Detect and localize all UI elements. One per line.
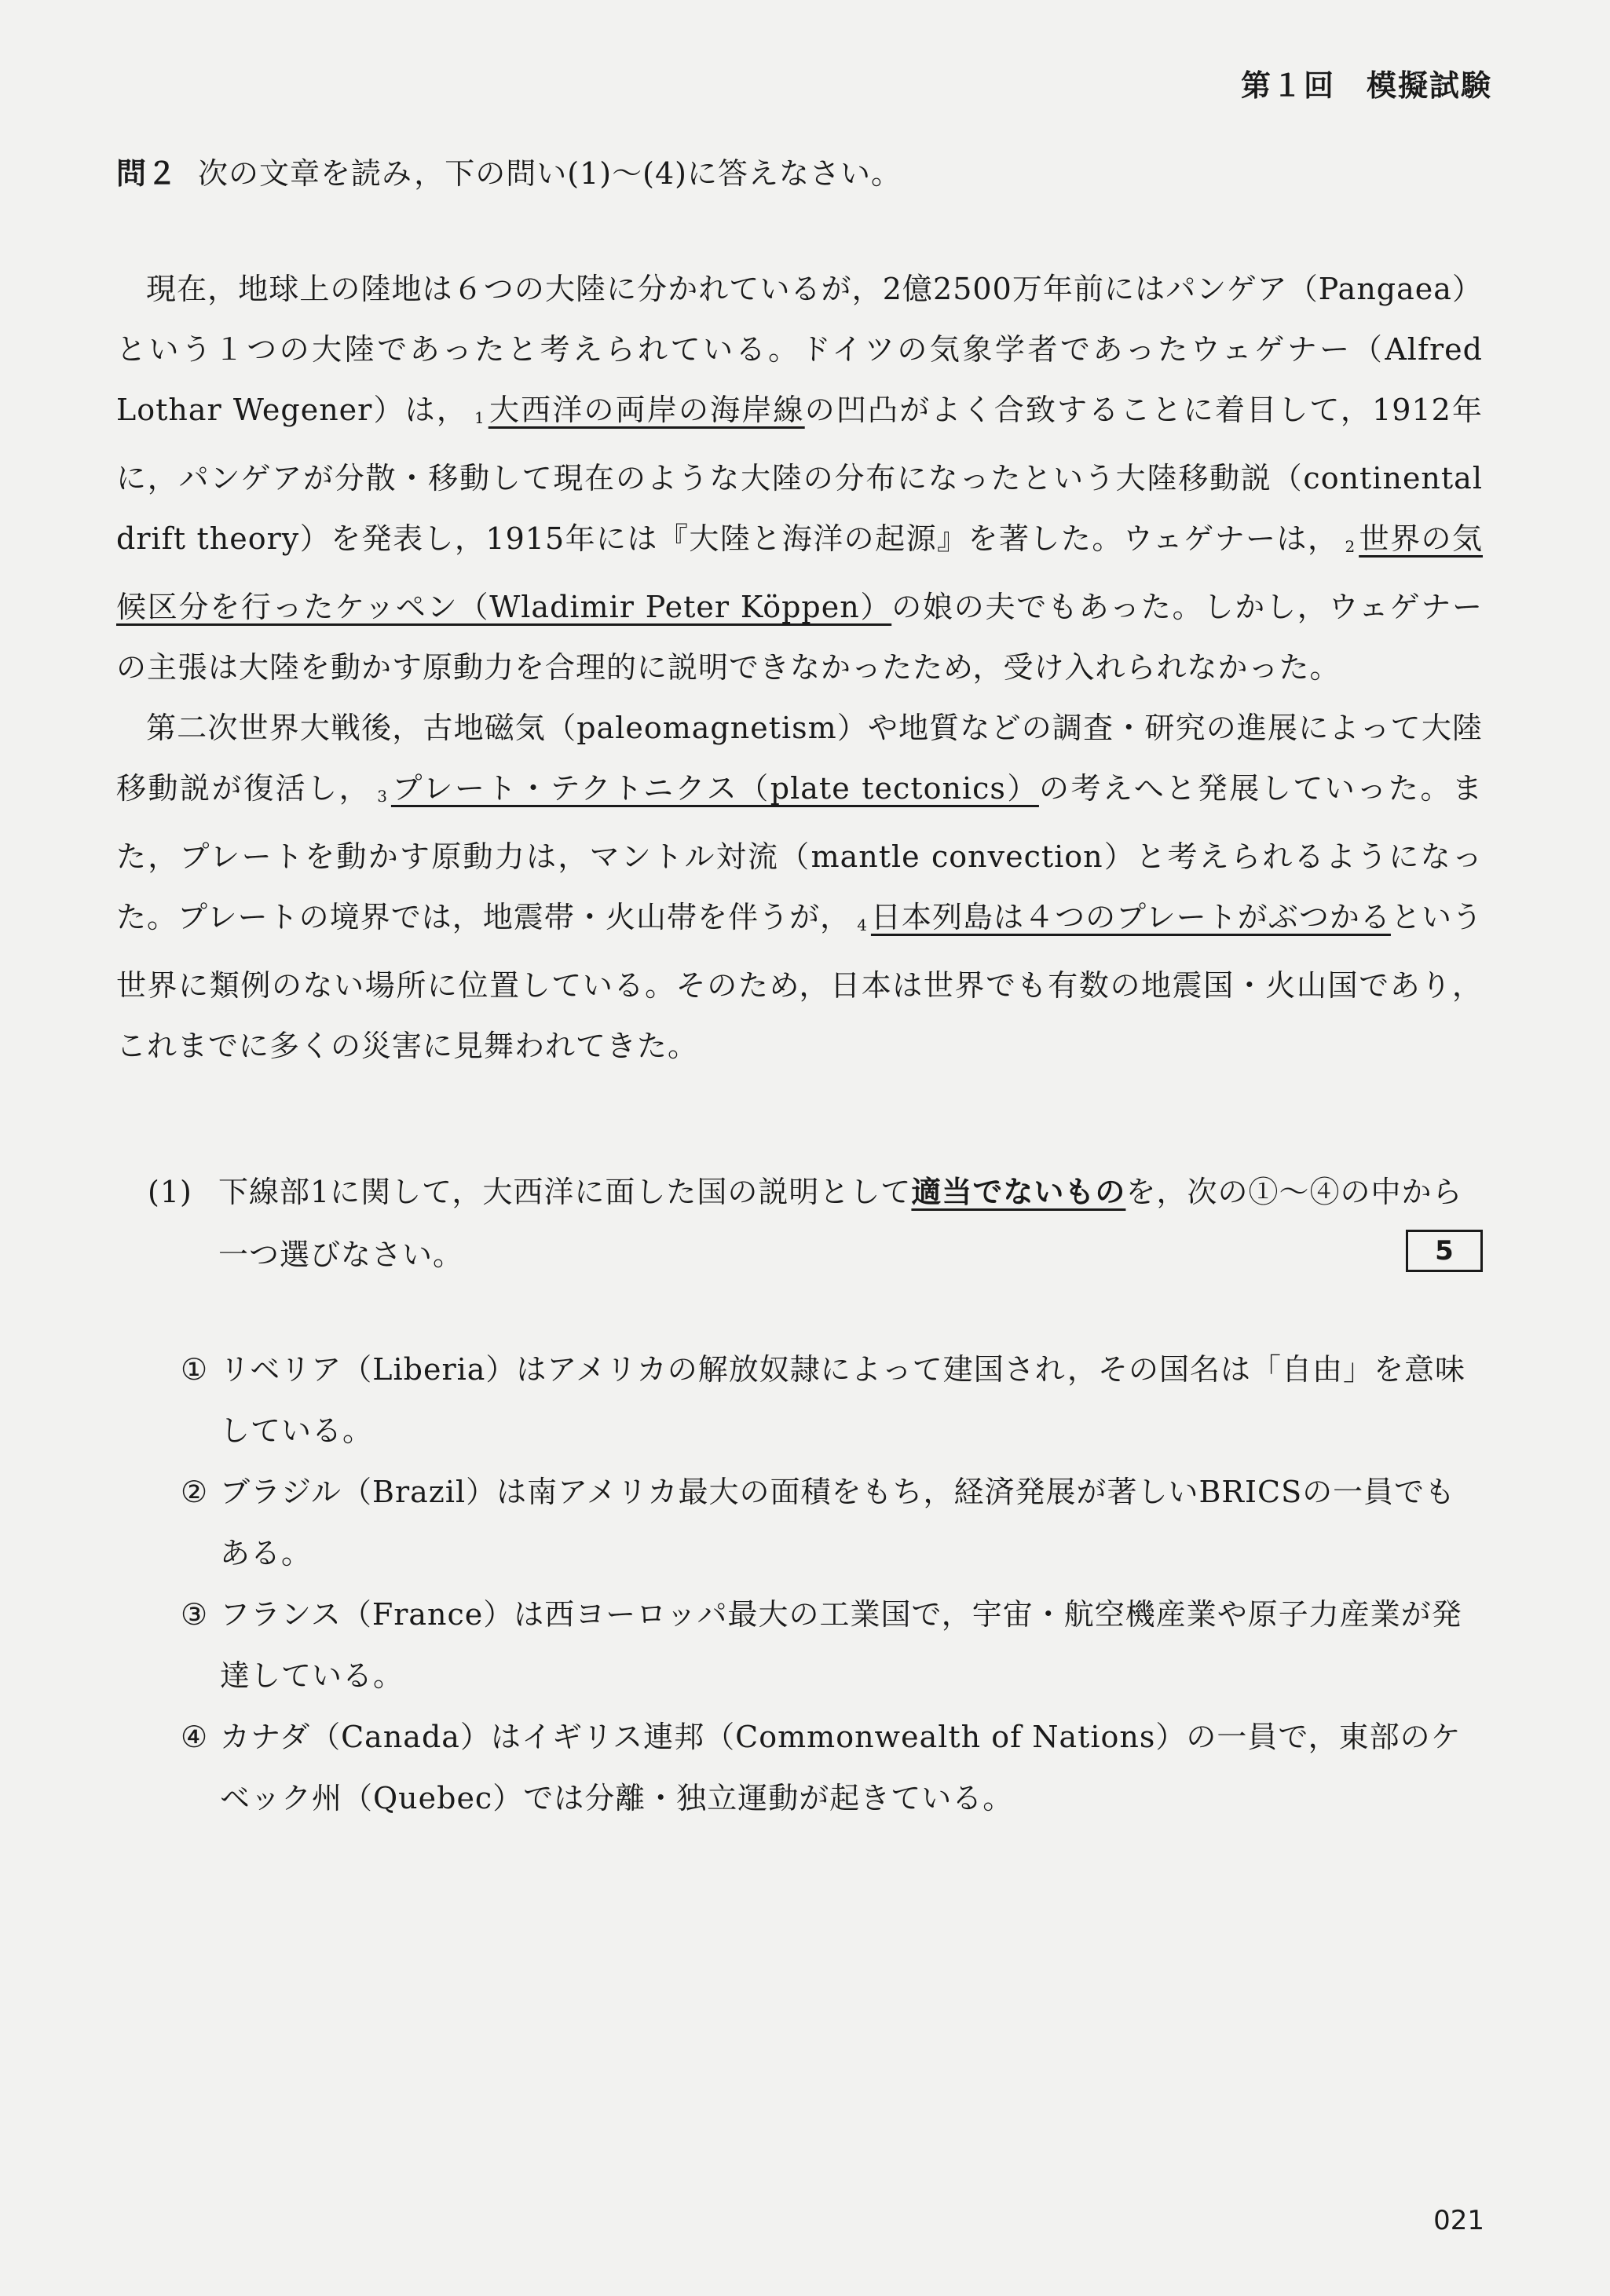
passage-text: 現在，地球上の陸地は６つの大陸に分かれているが，2億2500万年前にはパンゲア（Pangaea）という１つの大陸であったと考えられている。ドイツの気象学者であったウェゲナー（Alfred Lothar Wegener）は， — [116, 272, 1483, 427]
underline-marker-1: 1 — [474, 408, 485, 427]
option-2[interactable] — [181, 1461, 1484, 1584]
reading-passage — [116, 259, 1483, 1077]
option-4[interactable] — [181, 1706, 1484, 1829]
passage-paragraph-1 — [116, 259, 1483, 698]
option-number: ③ — [181, 1597, 209, 1632]
sub-question-1 — [148, 1161, 1483, 1286]
option-text: ブラジル（Brazil）は南アメリカ最大の面積をもち，経済発展が著しいBRICSの一員でもある。 — [220, 1475, 1456, 1570]
underlined-part-2: 世界の気候区分を行ったケッペン（Wladimir Peter Köppen） — [116, 521, 1483, 624]
passage-text: の凹凸がよく合致することに着目して，1912年に，パンゲアが分散・移動して現在のような大陸の分布になったという大陸移動説（continental drift theory）を発表し，1915年には『大陸と海洋の起源』を著した。ウェゲナーは， — [116, 393, 1483, 556]
sub-question-label: (1) — [148, 1175, 192, 1209]
passage-paragraph-2 — [116, 698, 1483, 1077]
underline-marker-4: 4 — [857, 916, 868, 934]
underlined-part-4: 日本列島は４つのプレートがぶつかる — [870, 900, 1391, 934]
passage-text: という世界に類例のない場所に位置している。そのため，日本は世界でも有数の地震国・火山国であり，これまでに多くの災害に見舞われてきた。 — [116, 900, 1483, 1063]
option-text: カナダ（Canada）はイギリス連邦（Commonwealth of Nations）の一員で，東部のケベック州（Quebec）では分離・独立運動が起きている。 — [220, 1720, 1462, 1815]
passage-text: 第二次世界大戦後，古地磁気（paleomagnetism）や地質などの調査・研究の進展によって大陸移動説が復活し， — [116, 711, 1483, 806]
emphasis-not-appropriate: 適当でないもの — [911, 1174, 1126, 1209]
question-title — [116, 149, 902, 192]
underlined-part-3: プレート・テクトニクス（plate tectonics） — [390, 771, 1039, 806]
option-1[interactable] — [181, 1339, 1484, 1461]
passage-text: の娘の夫でもあった。しかし，ウェゲナーの主張は大陸を動かす原動力を合理的に説明できなかったため，受け入れられなかった。 — [116, 590, 1483, 685]
underline-marker-3: 3 — [377, 787, 388, 806]
option-number: ① — [181, 1352, 209, 1387]
sub-question-text-a: 下線部1に関して，大西洋に面した国の説明として — [218, 1175, 912, 1209]
answer-options — [181, 1339, 1484, 1829]
option-3[interactable] — [181, 1584, 1484, 1706]
question-instruction: 次の文章を読み，下の問い(1)〜(4)に答えなさい。 — [198, 156, 902, 191]
option-number: ④ — [181, 1720, 209, 1754]
option-text: フランス（France）は西ヨーロッパ最大の工業国で，宇宙・航空機産業や原子力産業が発達している。 — [220, 1597, 1462, 1693]
answer-number-box: 5 — [1406, 1230, 1483, 1272]
sub-question-text — [148, 1161, 1483, 1286]
underlined-part-1: 大西洋の両岸の海岸線 — [488, 393, 805, 427]
sub-question-text-b: を，次の①〜④の中から一つ選びなさい。 — [218, 1175, 1463, 1272]
passage-text: の考えへと発展していった。また，プレートを動かす原動力は，マントル対流（mantle convection）と考えられるようになった。プレートの境界では，地震帯・火山帯を伴うが， — [116, 771, 1483, 934]
underline-marker-2: 2 — [1345, 537, 1356, 556]
exam-header: 第１回 模擬試験 — [1240, 68, 1492, 103]
option-number: ② — [181, 1475, 209, 1509]
question-number: 問２ — [116, 156, 178, 191]
page-number: 021 — [1433, 2205, 1484, 2236]
option-text: リベリア（Liberia）はアメリカの解放奴隷によって建国され，その国名は「自由」を意味している。 — [220, 1352, 1466, 1448]
